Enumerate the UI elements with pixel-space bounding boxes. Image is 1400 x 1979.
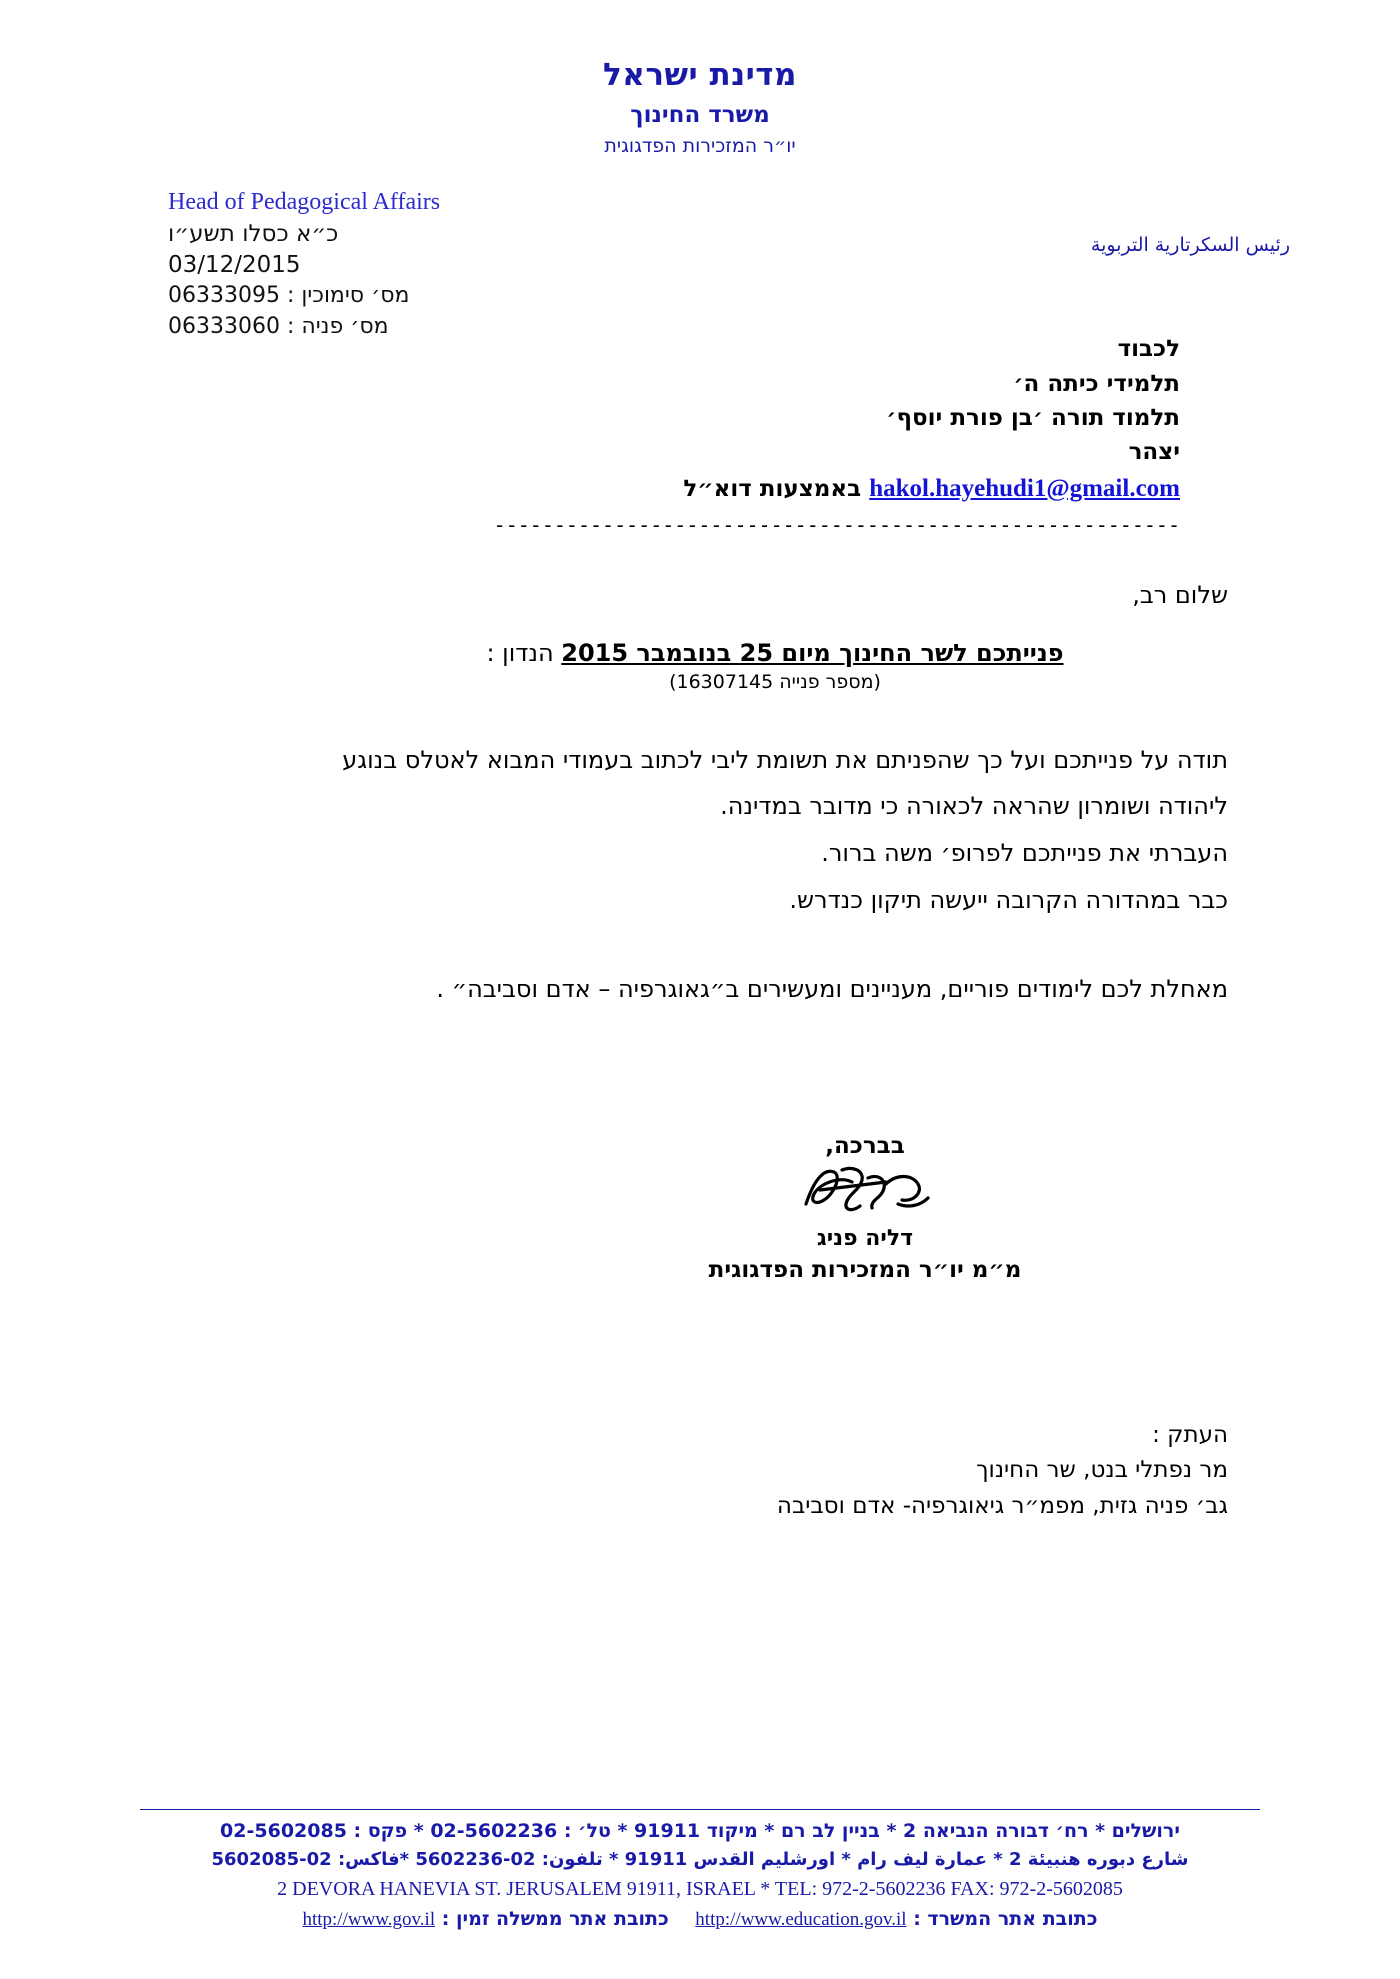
cc-recipient-1: מר נפתלי בנט, שר החינוך bbox=[976, 1457, 1228, 1484]
footer-english-address: 2 DEVORA HANEVIA ST. JERUSALEM 91911, ISRAEL * TEL: 972-2-5602236 FAX: 972-2-5602085 bbox=[277, 1877, 1123, 1900]
body-paragraph-4: כבר במהדורה הקרובה ייעשה תיקון כנדרש. bbox=[789, 886, 1228, 914]
addressee-block bbox=[420, 332, 1180, 536]
cc-label: העתק : bbox=[1152, 1421, 1228, 1448]
body-paragraph-1: תודה על פנייתכם ועל כך שהפניתם את תשומת ליבי לכתוב בעמודי המבוא לאטלס בנוגע bbox=[342, 745, 1228, 774]
signer-title: מ״מ יו״ר המזכירות הפדגוגית bbox=[708, 1257, 1022, 1284]
signer-name: דליה פניג bbox=[816, 1225, 914, 1251]
reference-value-1: 06333095 bbox=[168, 282, 280, 308]
reference-label-1: מס׳ סימוכין : bbox=[286, 282, 410, 308]
addressee-divider: --------------------------------------------------------- bbox=[493, 512, 1180, 537]
footer-urls bbox=[0, 1904, 1400, 1935]
addressee-line-3: תלמוד תורה ׳בן פורת יוסף׳ bbox=[886, 404, 1180, 431]
sender-meta-block bbox=[168, 186, 440, 342]
ministry-name: משרד החינוך bbox=[630, 101, 770, 128]
body-spacer bbox=[172, 924, 1228, 966]
reference-value-2: 06333060 bbox=[168, 313, 280, 339]
footer-hebrew-address: ירושלים * רח׳ דבורה הנביאה 2 * בניין לב רם * מיקוד 91911 * טל׳ : 02-5602236 * פקס : 02-5602085 bbox=[220, 1820, 1180, 1843]
handwritten-signature-icon bbox=[330, 1159, 1400, 1223]
arabic-role: رئيس السكرتارية التربوية bbox=[1090, 234, 1290, 257]
cc-block bbox=[0, 1418, 1228, 1525]
letterhead-role: יו״ר המזכירות הפדגוגית bbox=[604, 134, 796, 157]
body-paragraph-3: העברתי את פנייתכם לפרופ׳ משה ברור. bbox=[821, 839, 1228, 868]
footer-gov-site-url[interactable]: http://www.gov.il bbox=[302, 1908, 436, 1930]
footer-arabic-address: شارع دبوره هنبيئة 2 * عمارة ليف رام * اورشليم القدس 91911 * تلفون: 02-5602236 *فاكس: 02-5602085 bbox=[211, 1848, 1189, 1870]
subject-label: הנדון : bbox=[486, 638, 554, 667]
signature-block bbox=[0, 1133, 1400, 1288]
footer-divider bbox=[140, 1809, 1260, 1810]
addressee-line-4: יצהר bbox=[1128, 438, 1180, 465]
reference-label-2: מס׳ פניה : bbox=[286, 313, 389, 339]
footer-ministry-site-url[interactable]: http://www.education.gov.il bbox=[695, 1908, 907, 1930]
subject-value: פנייתכם לשר החינוך מיום 25 בנובמבר 2015 bbox=[561, 638, 1064, 667]
reference-number-2 bbox=[168, 312, 440, 343]
state-name: מדינת ישראל bbox=[603, 57, 797, 93]
hebrew-date: כ״א כסלו תשע״ו bbox=[168, 220, 339, 247]
letterhead bbox=[0, 0, 1400, 160]
email-prefix-label: באמצעות דוא״ל bbox=[683, 475, 862, 502]
subject-line bbox=[0, 639, 1400, 667]
reference-number-1 bbox=[168, 281, 440, 312]
addressee-email-line bbox=[420, 469, 1180, 509]
footer-gov-site-label: כתובת אתר ממשלה זמין : bbox=[441, 1907, 669, 1930]
cc-recipient-2: גב׳ פניה גזית, מפמ״ר גיאוגרפיה- אדם וסביבה bbox=[776, 1493, 1228, 1520]
gregorian-date: 03/12/2015 bbox=[168, 251, 301, 278]
footer-ministry-site-label: כתובת אתר המשרד : bbox=[913, 1907, 1098, 1930]
email-link[interactable]: hakol.hayehudi1@gmail.com bbox=[869, 474, 1180, 502]
signature-regards: בברכה, bbox=[825, 1132, 905, 1159]
body-paragraph-2: ליהודה ושומרון שהראה לכאורה כי מדובר במדינה. bbox=[720, 792, 1228, 821]
greeting: שלום רב, bbox=[1132, 580, 1228, 609]
subject-reference: (מספר פנייה 16307145) bbox=[669, 670, 881, 693]
footer bbox=[0, 1809, 1400, 1935]
addressee-line-1: לכבוד bbox=[1117, 336, 1180, 363]
addressee-line-2: תלמידי כיתה ה׳ bbox=[1013, 370, 1180, 397]
english-title: Head of Pedagogical Affairs bbox=[168, 189, 441, 216]
subheader-row bbox=[0, 182, 1400, 339]
body-text bbox=[172, 737, 1228, 1013]
body-closing-paragraph: מאחלת לכם לימודים פוריים, מעניינים ומעשירים ב״גאוגרפיה – אדם וסביבה״ . bbox=[436, 974, 1228, 1003]
